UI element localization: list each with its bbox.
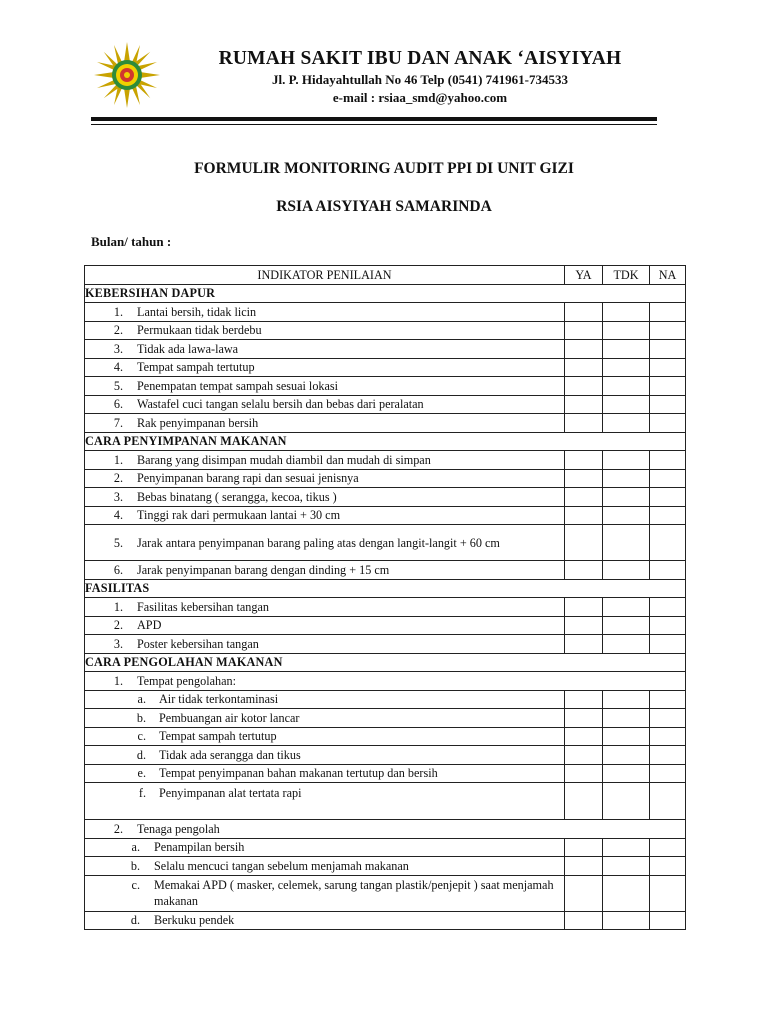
period-label: Bulan/ tahun : — [91, 234, 172, 249]
section-row — [85, 432, 686, 451]
header-rule-thin — [91, 124, 657, 125]
table-row — [85, 616, 686, 635]
item-number: 3. — [113, 489, 123, 504]
header-rule-thick — [91, 117, 657, 121]
check-na[interactable] — [650, 506, 686, 525]
table-row — [85, 820, 686, 839]
item-text: Tempat penyimpanan bahan makanan tertutup dan bersih — [159, 766, 438, 781]
item-text: Poster kebersihan tangan — [137, 636, 259, 651]
check-ya[interactable] — [565, 616, 603, 635]
check-na[interactable] — [650, 783, 686, 820]
table-row — [85, 395, 686, 414]
check-tdk[interactable] — [603, 451, 650, 470]
table-row — [85, 488, 686, 507]
check-tdk[interactable] — [603, 358, 650, 377]
check-tdk[interactable] — [603, 875, 650, 911]
item-number: 7. — [113, 415, 123, 430]
check-na[interactable] — [650, 635, 686, 654]
check-na[interactable] — [650, 303, 686, 322]
check-tdk[interactable] — [603, 690, 650, 709]
table-row — [85, 911, 686, 930]
table-row — [85, 469, 686, 488]
table-row — [85, 377, 686, 396]
check-ya[interactable] — [565, 395, 603, 414]
item-text: Berkuku pendek — [154, 913, 235, 928]
hospital-address: Jl. P. Hidayahtullah No 46 Telp (0541) 741961-734533 — [271, 72, 569, 87]
table-row — [85, 561, 686, 580]
header-ya: YA — [565, 266, 603, 285]
check-na[interactable] — [650, 616, 686, 635]
table-row — [85, 321, 686, 340]
check-tdk[interactable] — [603, 395, 650, 414]
item-letter: d. — [130, 913, 140, 928]
check-na[interactable] — [650, 377, 686, 396]
check-ya[interactable] — [565, 764, 603, 783]
check-na[interactable] — [650, 525, 686, 561]
item-text: Tempat sampah tertutup — [137, 360, 255, 375]
item-text: Jarak penyimpanan barang dengan dinding + 15 cm — [137, 562, 390, 577]
audit-table — [84, 265, 686, 930]
table-row — [85, 303, 686, 322]
item-number: 3. — [113, 341, 123, 356]
item-text: Penyimpanan barang rapi dan sesuai jenisnya — [137, 471, 359, 486]
table-row — [85, 340, 686, 359]
table-row — [85, 727, 686, 746]
check-na[interactable] — [650, 727, 686, 746]
check-tdk[interactable] — [603, 303, 650, 322]
table-row — [85, 690, 686, 709]
check-ya[interactable] — [565, 340, 603, 359]
table-row — [85, 783, 686, 820]
check-tdk[interactable] — [603, 340, 650, 359]
item-letter: a. — [131, 840, 140, 855]
check-na[interactable] — [650, 838, 686, 857]
check-ya[interactable] — [565, 506, 603, 525]
check-na[interactable] — [650, 875, 686, 911]
item-number: 3. — [113, 636, 123, 651]
item-number: 6. — [113, 397, 123, 412]
table-row — [85, 838, 686, 857]
form-subtitle: RSIA AISYIYAH SAMARINDA — [276, 198, 492, 215]
item-text: Fasilitas kebersihan tangan — [137, 599, 269, 614]
check-ya[interactable] — [565, 525, 603, 561]
check-tdk[interactable] — [603, 838, 650, 857]
check-ya[interactable] — [565, 635, 603, 654]
header-na: NA — [650, 266, 686, 285]
item-number: 2. — [113, 323, 123, 338]
item-text: Penyimpanan alat tertata rapi — [159, 786, 302, 800]
header-indicator: INDIKATOR PENILAIAN — [85, 266, 565, 285]
item-text: Tidak ada lawa-lawa — [137, 341, 239, 356]
check-na[interactable] — [650, 911, 686, 930]
check-ya[interactable] — [565, 857, 603, 876]
item-text: Lantai bersih, tidak licin — [137, 304, 257, 319]
hospital-name: RUMAH SAKIT IBU DAN ANAK ‘AISYIYAH — [218, 48, 622, 69]
check-tdk[interactable] — [603, 746, 650, 765]
check-ya[interactable] — [565, 414, 603, 433]
check-na[interactable] — [650, 321, 686, 340]
item-number: 4. — [113, 508, 123, 523]
check-ya[interactable] — [565, 911, 603, 930]
section-row — [85, 579, 686, 598]
check-tdk[interactable] — [603, 321, 650, 340]
item-letter: a. — [137, 692, 146, 707]
item-text: Memakai APD ( masker, celemek, sarung tangan plastik/penjepit ) saat menjamah makanan — [154, 878, 554, 908]
check-na[interactable] — [650, 857, 686, 876]
hospital-email: e-mail : rsiaa_smd@yahoo.com — [332, 90, 508, 105]
table-row — [85, 598, 686, 617]
group-number: 2. — [113, 821, 123, 836]
check-na[interactable] — [650, 764, 686, 783]
check-na[interactable] — [650, 709, 686, 728]
check-tdk[interactable] — [603, 598, 650, 617]
check-ya[interactable] — [565, 598, 603, 617]
check-na[interactable] — [650, 469, 686, 488]
table-row — [85, 635, 686, 654]
form-title: FORMULIR MONITORING AUDIT PPI DI UNIT GIZI — [194, 160, 574, 177]
section-title: CARA PENYIMPANAN MAKANAN — [85, 432, 686, 451]
check-tdk[interactable] — [603, 783, 650, 820]
check-tdk[interactable] — [603, 635, 650, 654]
item-text: Selalu mencuci tangan sebelum menjamah makanan — [154, 858, 409, 873]
section-title: CARA PENGOLAHAN MAKANAN — [85, 653, 686, 672]
header-tdk: TDK — [603, 266, 650, 285]
item-text: Tinggi rak dari permukaan lantai + 30 cm — [137, 508, 341, 523]
check-tdk[interactable] — [603, 377, 650, 396]
aisyiyah-sun-logo-icon — [92, 40, 162, 110]
check-ya[interactable] — [565, 469, 603, 488]
item-text: APD — [137, 618, 162, 633]
check-na[interactable] — [650, 395, 686, 414]
item-letter: f. — [138, 786, 146, 800]
item-number: 2. — [113, 471, 123, 486]
check-ya[interactable] — [565, 727, 603, 746]
item-text: Jarak antara penyimpanan barang paling atas dengan langit-langit + 60 cm — [137, 535, 500, 550]
table-row — [85, 709, 686, 728]
table-row — [85, 358, 686, 377]
table-row — [85, 875, 686, 911]
check-tdk[interactable] — [603, 857, 650, 876]
item-number: 4. — [113, 360, 123, 375]
check-ya[interactable] — [565, 783, 603, 820]
check-na[interactable] — [650, 598, 686, 617]
check-na[interactable] — [650, 340, 686, 359]
item-text: Bebas binatang ( serangga, kecoa, tikus ) — [137, 489, 337, 504]
item-text: Wastafel cuci tangan selalu bersih dan bebas dari peralatan — [137, 397, 424, 412]
item-number: 2. — [113, 618, 123, 633]
check-ya[interactable] — [565, 838, 603, 857]
check-tdk[interactable] — [603, 616, 650, 635]
item-letter: c. — [137, 729, 146, 744]
group-text: Tempat pengolahan: — [137, 673, 236, 688]
group-number: 1. — [113, 673, 123, 688]
item-text: Tempat sampah tertutup — [159, 729, 277, 744]
item-text: Air tidak terkontaminasi — [159, 692, 279, 707]
table-row — [85, 506, 686, 525]
item-number: 1. — [113, 599, 123, 614]
item-text: Permukaan tidak berdebu — [137, 323, 262, 338]
check-na[interactable] — [650, 488, 686, 507]
check-tdk[interactable] — [603, 764, 650, 783]
check-ya[interactable] — [565, 690, 603, 709]
table-row — [85, 672, 686, 691]
check-na[interactable] — [650, 451, 686, 470]
check-ya[interactable] — [565, 377, 603, 396]
check-ya[interactable] — [565, 303, 603, 322]
table-row — [85, 857, 686, 876]
item-number: 6. — [113, 562, 123, 577]
item-text: Pembuangan air kotor lancar — [159, 710, 300, 725]
check-tdk[interactable] — [603, 469, 650, 488]
section-row — [85, 653, 686, 672]
section-title: FASILITAS — [85, 579, 686, 598]
item-letter: c. — [131, 878, 140, 892]
check-ya[interactable] — [565, 358, 603, 377]
item-text: Tidak ada serangga dan tikus — [159, 747, 301, 762]
check-tdk[interactable] — [603, 709, 650, 728]
item-letter: b. — [130, 858, 140, 873]
item-text: Rak penyimpanan bersih — [137, 415, 259, 430]
check-ya[interactable] — [565, 321, 603, 340]
check-na[interactable] — [650, 690, 686, 709]
check-ya[interactable] — [565, 561, 603, 580]
check-na[interactable] — [650, 746, 686, 765]
item-letter: e. — [137, 766, 146, 781]
check-na[interactable] — [650, 358, 686, 377]
check-ya[interactable] — [565, 451, 603, 470]
check-tdk[interactable] — [603, 525, 650, 561]
check-ya[interactable] — [565, 875, 603, 911]
table-row — [85, 451, 686, 470]
check-na[interactable] — [650, 561, 686, 580]
check-ya[interactable] — [565, 746, 603, 765]
item-letter: d. — [136, 747, 146, 762]
check-tdk[interactable] — [603, 727, 650, 746]
table-row — [85, 764, 686, 783]
group-text: Tenaga pengolah — [137, 821, 220, 836]
table-row — [85, 525, 686, 561]
table-row — [85, 414, 686, 433]
check-ya[interactable] — [565, 488, 603, 507]
table-row — [85, 746, 686, 765]
check-tdk[interactable] — [603, 488, 650, 507]
check-tdk[interactable] — [603, 911, 650, 930]
item-number: 1. — [113, 304, 123, 319]
item-letter: b. — [136, 710, 146, 725]
item-text: Penampilan bersih — [154, 840, 245, 855]
item-text: Barang yang disimpan mudah diambil dan mudah di simpan — [137, 452, 431, 467]
item-number: 5. — [113, 535, 123, 550]
check-tdk[interactable] — [603, 506, 650, 525]
item-number: 5. — [113, 378, 123, 393]
check-na[interactable] — [650, 414, 686, 433]
check-tdk[interactable] — [603, 414, 650, 433]
section-row — [85, 284, 686, 303]
item-number: 1. — [113, 452, 123, 467]
check-ya[interactable] — [565, 709, 603, 728]
section-title: KEBERSIHAN DAPUR — [85, 284, 686, 303]
item-text: Penempatan tempat sampah sesuai lokasi — [137, 378, 339, 393]
table-header-row — [85, 266, 686, 285]
check-tdk[interactable] — [603, 561, 650, 580]
